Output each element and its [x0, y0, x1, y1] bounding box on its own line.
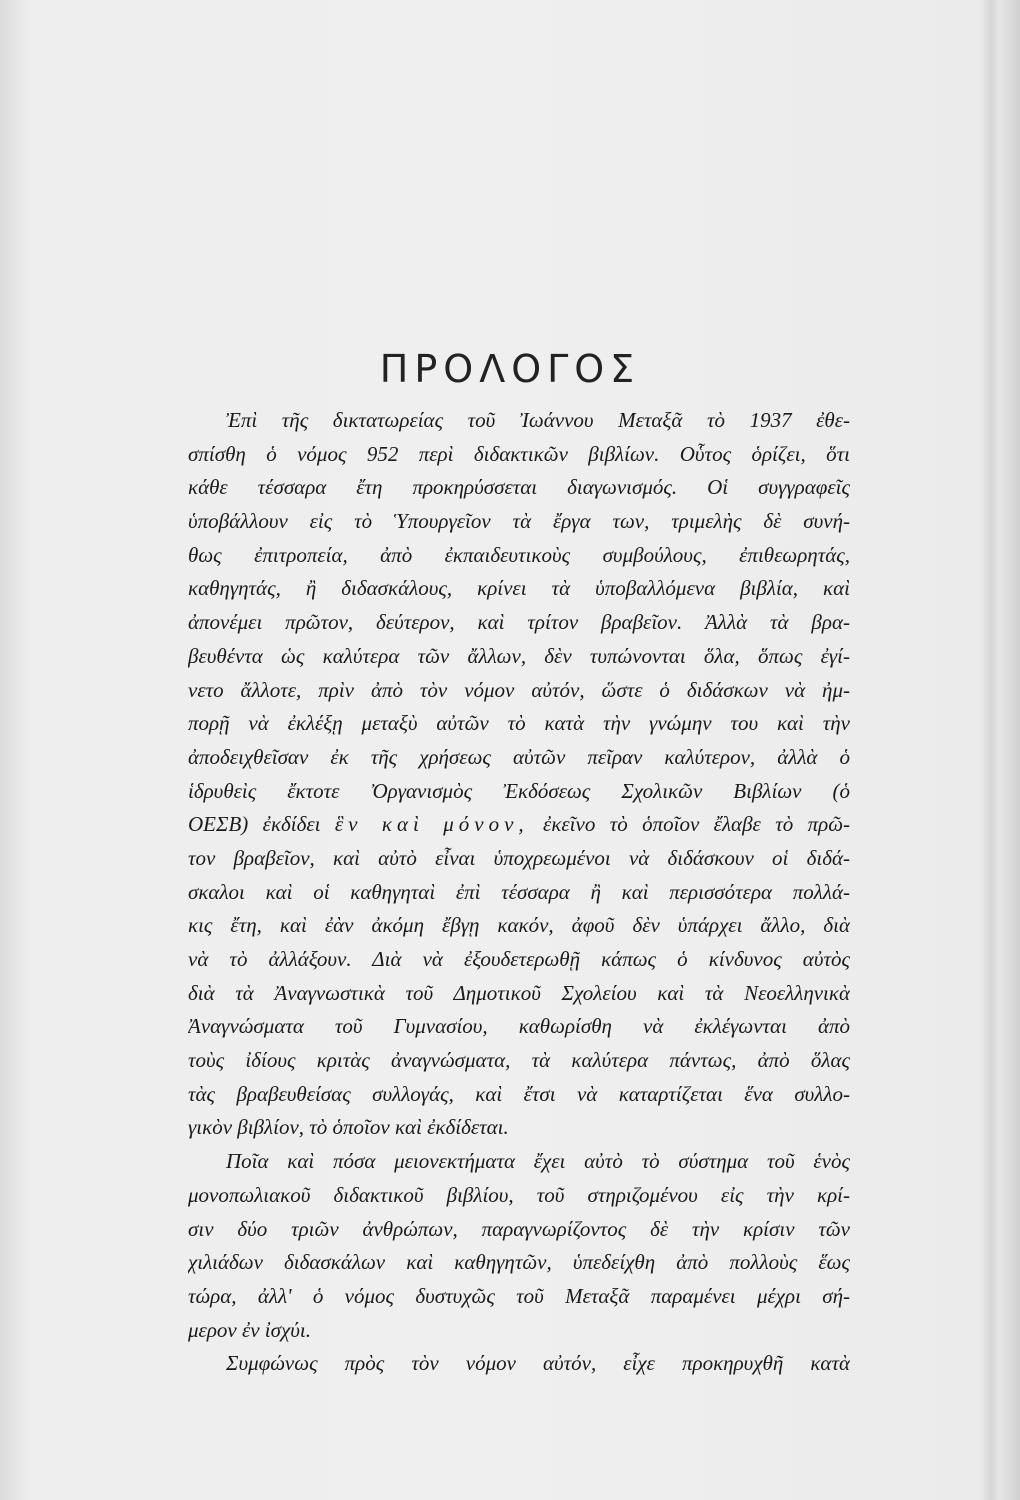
prologue-text — [188, 404, 850, 1381]
text-line — [188, 808, 850, 842]
text-line: Ἐπὶ τῆς δικτατωρείας τοῦ Ἰωάννου Μεταξᾶ τὸ 1937 ἐθε- — [226, 408, 850, 432]
text-line: τοὺς ἰδίους κριτὰς ἀναγνώσματα, τὰ καλύτερα πάντως, ἀπὸ ὅλας — [188, 1048, 850, 1073]
text-line: μονοπωλιακοῦ διδακτικοῦ βιβλίου, τοῦ στηριζομένου εἰς τὴν κρί- — [188, 1182, 850, 1207]
text-line: πορῇ νὰ ἐκλέξῃ μεταξὺ αὐτῶν τὸ κατὰ τὴν γνώμην του καὶ τὴν — [188, 711, 850, 736]
text-line: διὰ τὰ Ἀναγνωστικὰ τοῦ Δημοτικοῦ Σχολείου καὶ τὰ Νεοελληνικὰ — [188, 980, 850, 1005]
text-line: καθηγητάς, ἢ διδασκάλους, κρίνει τὰ ὑποβαλλόμενα βιβλία, καὶ — [188, 576, 850, 601]
text-line: ἱδρυθεὶς ἔκτοτε Ὀργανισμὸς Ἐκδόσεως Σχολικῶν Βιβλίων (ὁ — [188, 778, 850, 803]
text-line: Συμφώνως πρὸς τὸν νόμον αὐτόν, εἶχε προκηρυχθῆ κατὰ — [226, 1351, 850, 1376]
text-line: σκαλοι καὶ οἱ καθηγηταὶ ἐπὶ τέσσαρα ἢ καὶ περισσότερα πολλά- — [188, 879, 850, 904]
text-line: χιλιάδων διδασκάλων καὶ καθηγητῶν, ὑπεδείχθη ἀπὸ πολλοὺς ἕως — [188, 1250, 850, 1275]
text-line: σπίσθη ὁ νόμος 952 περὶ διδακτικῶν βιβλίων. Οὗτος ὁρίζει, ὅτι — [188, 441, 850, 466]
text-line: Ποῖα καὶ πόσα μειονεκτήματα ἔχει αὐτὸ τὸ σύστημα τοῦ ἑνὸς — [226, 1149, 850, 1174]
text-line: τον βραβεῖον, καὶ αὐτὸ εἶναι ὑποχρεωμένοι νὰ διδάσκουν οἱ διδά- — [188, 845, 850, 870]
text-line: ἀπονέμει πρῶτον, δεύτερον, καὶ τρίτον βραβεῖον. Ἀλλὰ τὰ βρα- — [188, 610, 850, 635]
text-line: βευθέντα ὡς καλύτερα τῶν ἄλλων, δὲν τυπώνονται ὅλα, ὅπως ἐγί- — [188, 643, 850, 668]
text-line: θως ἐπιτροπεία, ἀπὸ ἐκπαιδευτικοὺς συμβούλους, ἐπιθεωρητάς, — [188, 542, 850, 567]
text-line: Ἀναγνώσματα τοῦ Γυμνασίου, καθωρίσθη νὰ ἐκλέγωνται ἀπὸ — [188, 1014, 850, 1039]
text-line: νὰ τὸ ἀλλάξουν. Διὰ νὰ ἐξουδετερωθῇ κάπως ὁ κίνδυνος αὐτὸς — [188, 947, 850, 971]
text-line: γικὸν βιβλίον, τὸ ὁποῖον καὶ ἐκδίδεται. — [188, 1115, 509, 1140]
text-line: κις ἔτη, καὶ ἐὰν ἀκόμη ἔβγῃ κακόν, ἀφοῦ δὲν ὑπάρχει ἄλλο, διὰ — [188, 913, 850, 938]
text-line: ὑποβάλλουν εἰς τὸ Ὑπουργεῖον τὰ ἔργα των, τριμελὴς δὲ συνή- — [188, 509, 850, 534]
text-line: τώρα, ἀλλ' ὁ νόμος δυστυχῶς τοῦ Μεταξᾶ παραμένει μέχρι σή- — [188, 1283, 850, 1308]
text-segment: ΟΕΣΒ) ἐκδίδει — [188, 812, 321, 837]
text-line: νετο ἄλλοτε, πρὶν ἀπὸ τὸν νόμον αὐτόν, ὥστε ὁ διδάσκων νὰ ἠμ- — [188, 677, 850, 702]
page-title: ΠΡΟΛΟΓΟΣ — [379, 347, 641, 392]
text-line: ἀποδειχθεῖσαν ἐκ τῆς χρήσεως αὐτῶν πεῖραν καλύτερον, ἀλλὰ ὁ — [188, 744, 850, 769]
text-line: μερον ἐν ἰσχύι. — [188, 1317, 311, 1342]
text-line: κάθε τέσσαρα ἔτη προκηρύσσεται διαγωνισμός. Οἱ συγγραφεῖς — [188, 475, 850, 500]
text-line: σιν δύο τριῶν ἀνθρώπων, παραγνωρίζοντος δὲ τὴν κρίσιν τῶν — [188, 1216, 850, 1241]
text-line: τὰς βραβευθείσας συλλογάς, καὶ ἔτσι νὰ καταρτίζεται ἕνα συλλο- — [188, 1081, 850, 1106]
text-segment: ἐκεῖνο τὸ ὁποῖον ἔλαβε τὸ πρῶ- — [543, 812, 850, 837]
emphasized-text: ἓν καὶ μόνον, — [334, 812, 529, 837]
